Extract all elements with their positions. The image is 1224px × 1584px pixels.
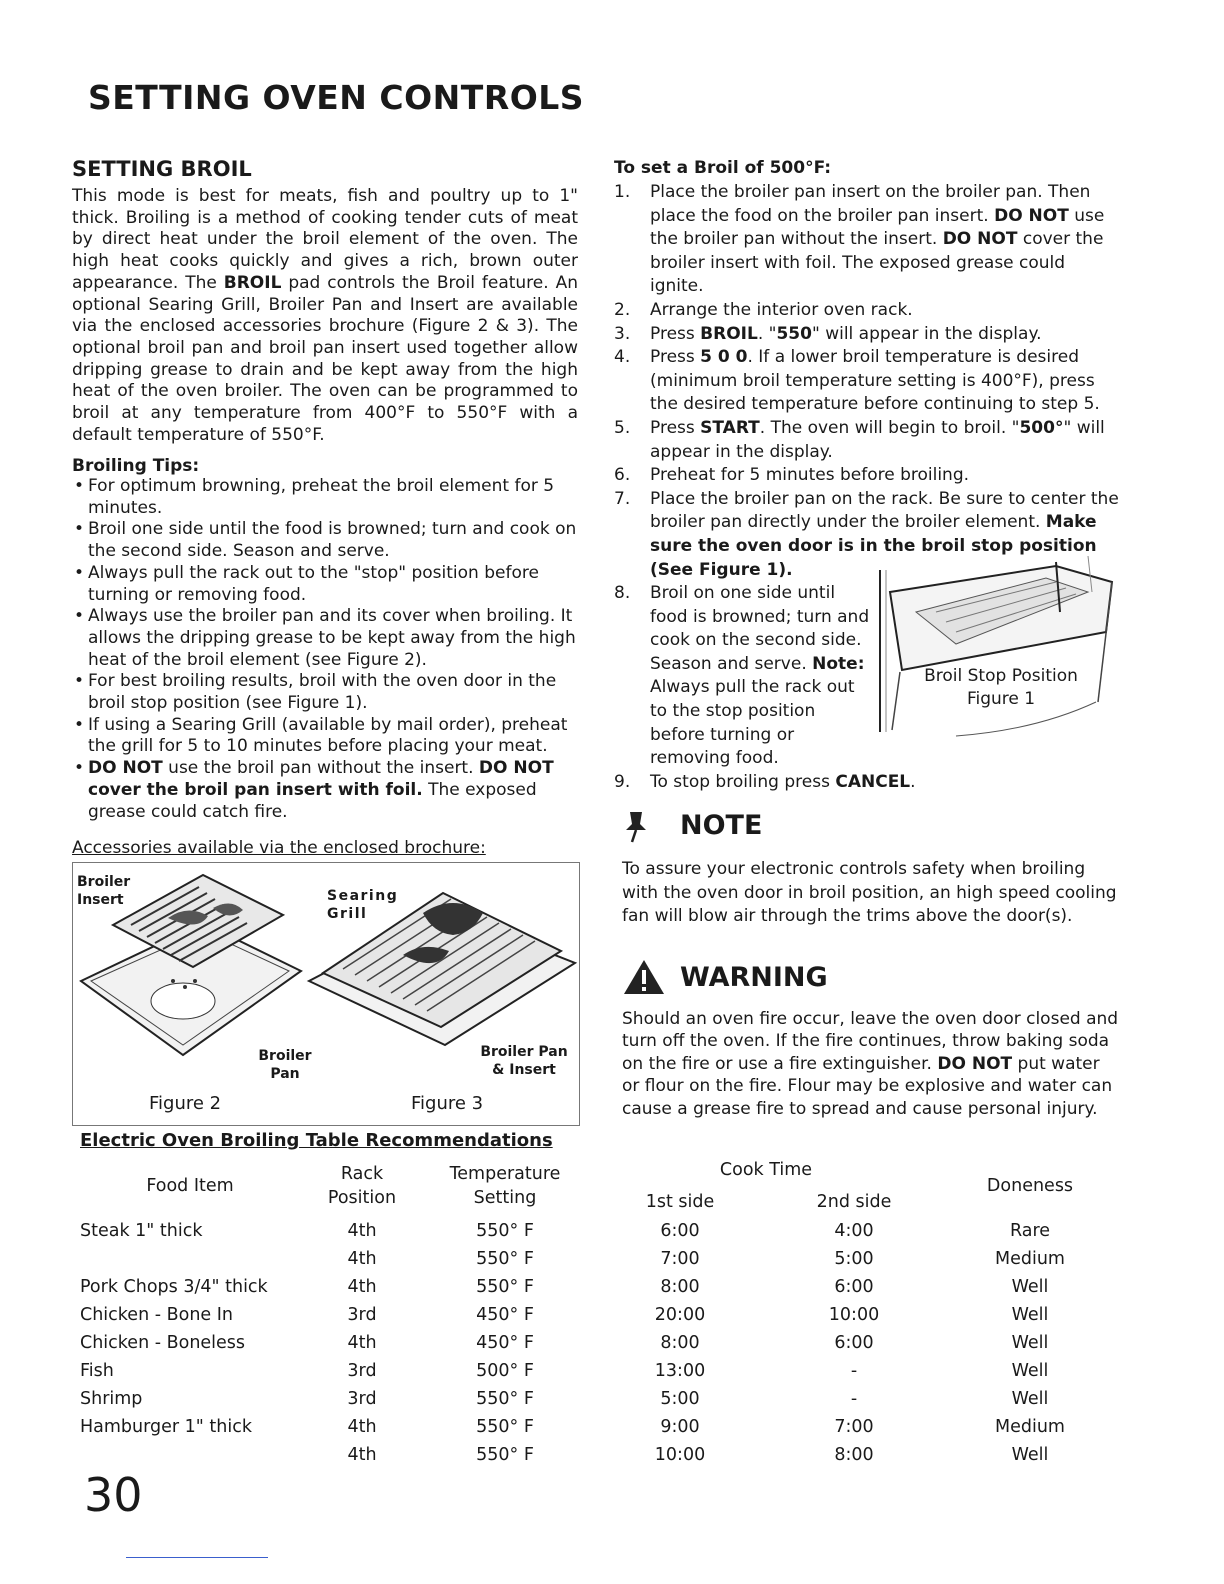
cell-rack: 3rd <box>347 1389 377 1409</box>
cell-second: 10:00 <box>828 1305 880 1325</box>
tip-item: • Always pull the rack out to the "stop" position before turning or removing food. <box>72 563 582 606</box>
step-number: 4. <box>614 347 631 368</box>
cell-doneness: Medium <box>995 1249 1065 1269</box>
cell-doneness: Well <box>1011 1333 1049 1353</box>
cell-temp: 550° F <box>476 1277 534 1297</box>
step-text: Always pull the rack out to the stop position before turning or removing food. <box>650 677 855 769</box>
cell-food: Chicken - Boneless <box>80 1333 246 1353</box>
cell-first: 6:00 <box>660 1221 700 1241</box>
step-text: . The oven will begin to broil. " <box>759 417 1020 438</box>
tip-text-2: The exposed grease could catch fire. <box>88 779 537 822</box>
step-text: Press <box>650 323 701 344</box>
header-rack-1: Rack <box>340 1164 384 1184</box>
cell-second: 7:00 <box>834 1417 874 1437</box>
step-bold: CANCEL <box>835 771 911 792</box>
broil-stop-label: Broil Stop Position <box>924 666 1078 686</box>
cell-second: 6:00 <box>834 1333 874 1353</box>
searing-grill-label: Searing Grill <box>327 888 399 922</box>
cell-first: 13:00 <box>654 1361 706 1381</box>
cell-doneness: Well <box>1011 1361 1049 1381</box>
step-bold: 5 0 0 <box>700 347 748 368</box>
tip-item: • Broil one side until the food is browned; turn and cook on the second side. Season and serve. <box>72 519 582 562</box>
broiler-pan-insert-label: Broiler Pan & Insert <box>480 1044 568 1078</box>
cell-rack: 4th <box>347 1417 377 1437</box>
tip-bold-2: DO NOT cover the broil pan insert with foil. <box>88 758 554 800</box>
note-heading: NOTE <box>680 810 763 841</box>
step-text: Arrange the interior oven rack. <box>650 299 913 320</box>
broil-intro-bold: BROIL <box>223 272 282 293</box>
tip-item: • For optimum browning, preheat the broil element for 5 minutes. <box>72 476 582 519</box>
header-second-side: 2nd side <box>816 1192 892 1212</box>
cell-second: 8:00 <box>834 1445 874 1465</box>
cell-doneness: Well <box>1011 1305 1049 1325</box>
warning-bold: DO NOT <box>937 1053 1013 1074</box>
cell-doneness: Rare <box>1009 1221 1051 1241</box>
figure2-caption: Figure 2 <box>149 1093 222 1114</box>
warning-text-2: put water or flour on the fire. Flour may be explosive and water can cause a grease fire to spread and cause personal injury. <box>622 1053 1113 1119</box>
cell-second: - <box>850 1389 858 1409</box>
step-number: 5. <box>614 417 631 438</box>
cell-rack: 4th <box>347 1221 377 1241</box>
cell-first: 10:00 <box>654 1445 706 1465</box>
cell-temp: 550° F <box>476 1249 534 1269</box>
header-doneness: Doneness <box>986 1176 1074 1196</box>
page-title: SETTING OVEN CONTROLS <box>88 78 585 117</box>
cell-rack: 3rd <box>347 1361 377 1381</box>
step-number: 8. <box>614 583 631 604</box>
step-bold: 500° <box>1019 417 1064 438</box>
cell-rack: 4th <box>347 1249 377 1269</box>
step-text: Press <box>650 417 701 438</box>
step-text: . If a lower broil temperature is desired (minimum broil temperature setting is 400°F), press the desired temperature before continuing to step 5. <box>650 347 1100 415</box>
cell-temp: 550° F <box>476 1445 534 1465</box>
cell-temp: 550° F <box>476 1221 534 1241</box>
cell-food: Pork Chops 3/4" thick <box>80 1277 268 1297</box>
cell-first: 9:00 <box>660 1417 700 1437</box>
step-bold: Note: <box>812 653 865 674</box>
step-bold: DO NOT <box>942 229 1018 250</box>
tip-item: • Always use the broiler pan and its cover when broiling. It allows the dripping grease to be kept away from the high heat of the broil element (see Figure 2). <box>72 606 582 671</box>
setting-broil-heading: SETTING BROIL <box>72 157 252 181</box>
cell-first: 8:00 <box>660 1277 700 1297</box>
page-number: 30 <box>84 1468 143 1522</box>
step-text: Broil on one side until food is browned; turn and cook on the second side. Season and serve. <box>650 583 870 674</box>
step-number: 6. <box>614 465 631 486</box>
header-temp-1: Temperature <box>449 1164 561 1184</box>
step-text: " will appear in the display. <box>650 417 1105 462</box>
tip-item: • If using a Searing Grill (available by mail order), preheat the grill for 5 to 10 minutes before placing your meat. <box>72 715 582 758</box>
cell-doneness: Well <box>1011 1389 1049 1409</box>
cell-first: 5:00 <box>660 1389 700 1409</box>
broiler-pan-label: Broiler Pan <box>258 1048 312 1082</box>
broil-intro-text-2: pad controls the Broil feature. An optional Searing Grill, Broiler Pan and Insert are available via the enclosed accessories brochure (Figure 2 & 3). The optional broil pan and broil pan insert used together allow dripping grease to drain and be kept away from the high heat of the oven broiler. The oven can be programmed to broil at any temperature from 400°F to 550°F with a default temperature of 550°F. <box>72 272 578 445</box>
cell-rack: 4th <box>347 1277 377 1297</box>
tip-text-1: use the broil pan without the insert. <box>162 758 479 779</box>
cell-rack: 4th <box>347 1333 377 1353</box>
header-first-side: 1st side <box>645 1192 715 1212</box>
cell-food: Chicken - Bone In <box>80 1305 233 1325</box>
cell-second: 5:00 <box>834 1249 874 1269</box>
cell-temp: 550° F <box>476 1417 534 1437</box>
step-text: . <box>910 771 916 792</box>
step-bold: 550 <box>776 323 812 344</box>
broiling-tips-heading: Broiling Tips: <box>72 456 200 476</box>
step-bold: START <box>700 417 760 438</box>
cell-temp: 450° F <box>476 1305 534 1325</box>
step-number: 1. <box>614 182 631 202</box>
cell-doneness: Well <box>1011 1277 1049 1297</box>
warning-heading: WARNING <box>680 962 828 993</box>
cell-first: 8:00 <box>660 1333 700 1353</box>
broil-intro-text-1: This mode is best for meats, fish and poultry up to 1" thick. Broiling is a method of cooking tender cuts of meat by direct heat under the broil element of the oven. The high heat cooks quickly and gives a rich, brown outer appearance. The <box>72 186 578 293</box>
step-text: use the broiler pan without the insert. <box>650 205 1105 250</box>
cell-temp: 550° F <box>476 1389 534 1409</box>
table-title: Electric Oven Broiling Table Recommendations <box>80 1130 553 1151</box>
cell-first: 20:00 <box>654 1305 706 1325</box>
header-cook-time: Cook Time <box>719 1160 813 1180</box>
accessories-caption: Accessories available via the enclosed brochure: <box>72 838 486 858</box>
cell-food: Fish <box>80 1361 114 1381</box>
figure3-caption: Figure 3 <box>411 1093 484 1114</box>
step-bold: BROIL <box>700 323 758 344</box>
header-temp-2: Setting <box>473 1188 537 1208</box>
cell-second: 6:00 <box>834 1277 874 1297</box>
step-number: 9. <box>614 771 631 792</box>
step-bold: DO NOT <box>994 205 1069 226</box>
cell-rack: 4th <box>347 1445 377 1465</box>
broil-500-heading: To set a Broil of 500°F: <box>614 158 832 178</box>
cell-temp: 500° F <box>476 1361 534 1381</box>
step-text: cover the broiler insert with foil. The exposed grease could ignite. <box>650 229 1104 297</box>
figure1-caption: Figure 1 <box>966 689 1036 709</box>
step-text: Place the broiler pan insert on the broiler pan. Then place the food on the broiler pan insert. <box>650 182 1091 226</box>
cell-temp: 450° F <box>476 1333 534 1353</box>
step-text: Press <box>650 347 701 368</box>
warning-text-1: Should an oven fire occur, leave the oven door closed and turn off the oven. If the fire continues, throw baking soda on the fire or use a fire extinguisher. <box>622 1009 1119 1074</box>
step-text: . " <box>757 323 777 344</box>
step-number: 7. <box>614 488 631 509</box>
cell-doneness: Medium <box>995 1417 1065 1437</box>
step-text: Preheat for 5 minutes before broiling. <box>650 465 970 486</box>
step-text: To stop broiling press <box>650 771 836 792</box>
header-food: Food Item <box>146 1176 234 1196</box>
note-text: To assure your electronic controls safety when broiling with the oven door in broil position, an high speed cooling fan will blow air through the trims above the door(s). <box>622 859 1117 927</box>
cell-rack: 3rd <box>347 1305 377 1325</box>
cell-food: Hamburger 1" thick <box>80 1417 252 1437</box>
step-bold: Make sure the oven door is in the broil stop position (See Figure 1). <box>650 512 1097 580</box>
cell-food: Shrimp <box>80 1389 143 1409</box>
tip-bold-1: DO NOT <box>88 758 163 779</box>
tip-item: • For best broiling results, broil with the oven door in the broil stop position (see Figure 1). <box>72 671 582 714</box>
footer-rule <box>126 1557 268 1558</box>
cell-second: 4:00 <box>834 1221 874 1241</box>
step-number: 2. <box>614 299 631 320</box>
broiler-insert-text: Broiler Insert <box>77 874 131 908</box>
step-text: " will appear in the display. <box>811 323 1042 344</box>
step-text: Place the broiler pan on the rack. Be sure to center the broiler pan directly under the broiler element. <box>650 488 1119 533</box>
cell-doneness: Well <box>1011 1445 1049 1465</box>
header-rack-2: Position <box>327 1188 397 1208</box>
cell-food: Steak 1" thick <box>80 1221 203 1241</box>
cell-second: - <box>850 1361 858 1381</box>
cell-first: 7:00 <box>660 1249 700 1269</box>
step-number: 3. <box>614 323 631 344</box>
